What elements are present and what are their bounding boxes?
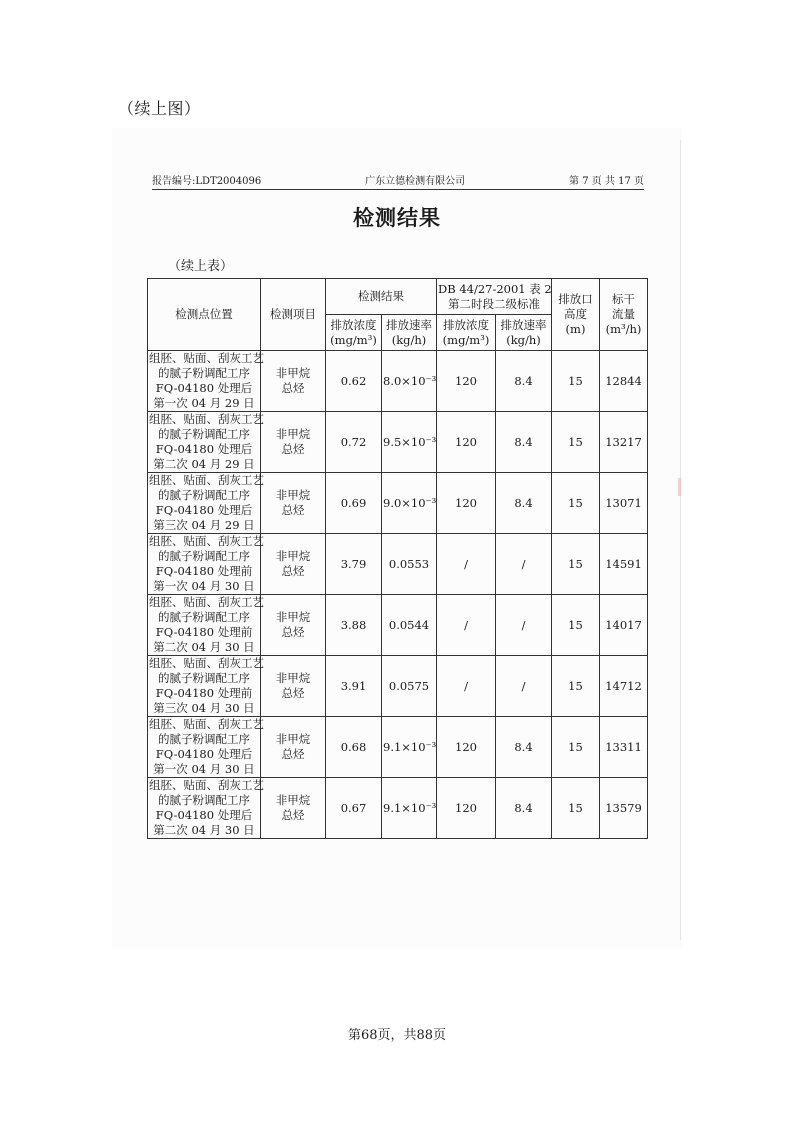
header-std-rate [496,315,552,351]
table-row [148,473,648,534]
item-cell [261,412,326,473]
item-line: 非甲烷 [275,793,311,807]
flow-cell: 14591 [600,534,648,595]
header-std-rate-unit: (kg/h) [506,332,541,347]
item-cell [261,717,326,778]
location-cell [148,778,264,839]
location-line: 的腻子粉调配工序 [158,610,250,624]
header-concentration-unit: (mg/m³) [330,332,377,347]
std-rate-cell: / [496,534,552,595]
rate-cell: 0.0575 [382,656,437,717]
std-rate-cell: 8.4 [496,778,552,839]
location-line: 组胚、贴面、刮灰工艺 [149,473,264,487]
location-line: 的腻子粉调配工序 [158,549,250,563]
header-rate-label: 排放速率 [386,317,432,332]
header-concentration [326,315,382,351]
flow-cell: 14017 [600,595,648,656]
location-cell [148,717,264,778]
std-concentration-cell: 120 [437,412,496,473]
scan-edge-line [680,140,681,940]
concentration-cell: 0.67 [326,778,382,839]
table-row [148,351,648,412]
height-cell: 15 [552,534,600,595]
table-row [148,717,648,778]
item-line: 非甲烷 [275,610,311,624]
location-line: 的腻子粉调配工序 [158,793,250,807]
header-height-line2: 高度 [564,307,587,321]
rate-cell: 9.1×10⁻³ [382,778,437,839]
item-cell [261,656,326,717]
rate-cell: 0.0553 [382,534,437,595]
location-line: 组胚、贴面、刮灰工艺 [149,534,264,548]
location-line: 组胚、贴面、刮灰工艺 [149,656,264,670]
table-row [148,534,648,595]
report-number: 报告编号:LDT2004096 [152,176,262,187]
concentration-cell: 3.91 [326,656,382,717]
location-line: 组胚、贴面、刮灰工艺 [149,717,264,731]
page-pagination: 第68页，共88页 [347,1028,447,1043]
results-table [147,278,648,839]
header-location: 检测点位置 [148,279,261,351]
item-line: 非甲烷 [275,549,311,563]
flow-cell: 13579 [600,778,648,839]
company-name: 广东立德检测有限公司 [365,176,466,187]
table-row [148,412,648,473]
location-line: 第三次 04 月 30 日 [153,701,255,715]
item-line: 非甲烷 [275,671,311,685]
header-rate [382,315,437,351]
height-cell: 15 [552,412,600,473]
report-page-info: 第 7 页 共 17 页 [569,176,644,187]
item-line: 总烃 [281,808,305,822]
location-line: 第二次 04 月 30 日 [153,640,255,654]
item-line: 总烃 [281,381,305,395]
header-height-line3: (m) [565,322,586,336]
item-line: 总烃 [281,442,305,456]
item-line: 总烃 [281,503,305,517]
item-cell [261,778,326,839]
concentration-cell: 3.88 [326,595,382,656]
rate-cell: 0.0544 [382,595,437,656]
location-line: 组胚、贴面、刮灰工艺 [149,351,264,365]
location-line: FQ-04180 处理前 [155,686,253,700]
concentration-cell: 0.72 [326,412,382,473]
concentration-cell: 0.69 [326,473,382,534]
concentration-cell: 0.62 [326,351,382,412]
item-line: 总烃 [281,625,305,639]
std-concentration-cell: 120 [437,473,496,534]
location-line: FQ-04180 处理后 [155,381,253,395]
std-concentration-cell: 120 [437,717,496,778]
location-line: FQ-04180 处理前 [155,564,253,578]
header-flow-line3: (m³/h) [605,322,642,336]
header-concentration-label: 排放浓度 [330,317,377,332]
item-cell [261,595,326,656]
location-line: 第二次 04 月 30 日 [153,823,255,837]
header-height-line1: 排放口 [558,292,593,306]
header-standard-line1: DB 44/27-2001 表 2 [438,281,552,296]
header-rate-unit: (kg/h) [391,332,427,347]
location-line: 的腻子粉调配工序 [158,427,250,441]
continuation-label: （续上图） [118,99,201,118]
location-line: FQ-04180 处理后 [155,747,253,761]
height-cell: 15 [552,717,600,778]
header-standard-line2: 第二时段二级标准 [448,296,540,311]
location-line: 第三次 04 月 29 日 [153,518,255,532]
item-line: 总烃 [281,564,305,578]
location-line: 第一次 04 月 30 日 [153,579,255,593]
rate-cell: 9.5×10⁻³ [382,412,437,473]
header-height [552,279,600,351]
item-cell [261,351,326,412]
item-line: 总烃 [281,747,305,761]
location-cell [148,412,264,473]
header-standard-group [437,279,552,315]
height-cell: 15 [552,656,600,717]
location-cell [148,351,264,412]
location-line: 的腻子粉调配工序 [158,671,250,685]
flow-cell: 12844 [600,351,648,412]
table-continuation-label: （续上表） [168,259,234,274]
flow-cell: 13217 [600,412,648,473]
std-concentration-cell: 120 [437,778,496,839]
seal-mark [678,478,681,496]
item-cell [261,473,326,534]
location-line: 的腻子粉调配工序 [158,488,250,502]
location-line: 的腻子粉调配工序 [158,732,250,746]
location-cell [148,473,264,534]
item-line: 非甲烷 [275,427,311,441]
location-line: FQ-04180 处理前 [155,625,253,639]
header-std-concentration [437,315,496,351]
item-line: 非甲烷 [275,488,311,502]
location-line: 组胚、贴面、刮灰工艺 [149,778,264,792]
height-cell: 15 [552,473,600,534]
rate-cell: 8.0×10⁻³ [382,351,437,412]
location-line: 第一次 04 月 30 日 [153,762,255,776]
std-rate-cell: 8.4 [496,351,552,412]
header-results-group: 检测结果 [326,279,437,315]
document-title: 检测结果 [353,206,441,230]
location-cell [148,656,264,717]
table-row [148,778,648,839]
header-std-concentration-unit: (mg/m³) [442,332,490,347]
location-line: FQ-04180 处理后 [155,808,253,822]
flow-cell: 13071 [600,473,648,534]
std-rate-cell: / [496,595,552,656]
rate-cell: 9.0×10⁻³ [382,473,437,534]
std-rate-cell: 8.4 [496,717,552,778]
item-line: 总烃 [281,686,305,700]
flow-cell: 13311 [600,717,648,778]
location-line: FQ-04180 处理后 [155,503,253,517]
height-cell: 15 [552,778,600,839]
table-row [148,595,648,656]
std-concentration-cell: 120 [437,351,496,412]
header-row-1 [148,279,648,315]
location-line: 第一次 04 月 29 日 [153,396,255,410]
location-line: 的腻子粉调配工序 [158,366,250,380]
flow-cell: 14712 [600,656,648,717]
report-header [152,172,644,190]
std-concentration-cell: / [437,656,496,717]
header-flow [600,279,648,351]
std-rate-cell: 8.4 [496,473,552,534]
location-line: 组胚、贴面、刮灰工艺 [149,412,264,426]
location-line: 第二次 04 月 29 日 [153,457,255,471]
location-cell [148,595,264,656]
location-line: FQ-04180 处理后 [155,442,253,456]
header-std-concentration-label: 排放浓度 [443,317,489,332]
std-rate-cell: 8.4 [496,412,552,473]
location-cell [148,534,264,595]
std-rate-cell: / [496,656,552,717]
header-std-rate-label: 排放速率 [500,317,547,332]
header-flow-line1: 标干 [612,292,635,306]
rate-cell: 9.1×10⁻³ [382,717,437,778]
concentration-cell: 3.79 [326,534,382,595]
height-cell: 15 [552,595,600,656]
header-item: 检测项目 [261,279,326,351]
table-row [148,656,648,717]
std-concentration-cell: / [437,595,496,656]
concentration-cell: 0.68 [326,717,382,778]
std-concentration-cell: / [437,534,496,595]
location-line: 组胚、贴面、刮灰工艺 [149,595,264,609]
item-cell [261,534,326,595]
item-line: 非甲烷 [275,366,311,380]
item-line: 非甲烷 [275,732,311,746]
height-cell: 15 [552,351,600,412]
header-flow-line2: 流量 [612,307,635,321]
